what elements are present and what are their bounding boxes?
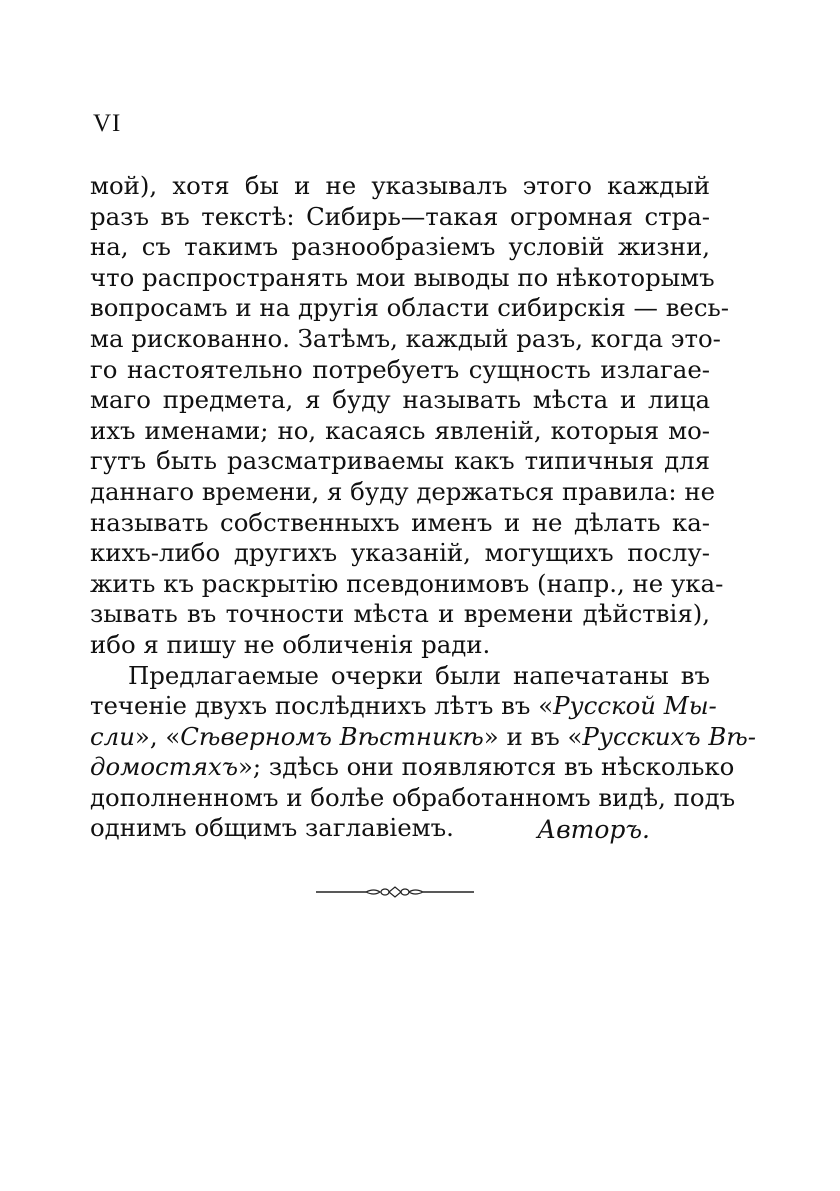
text-segment: вопросамъ и на другія области сибирскія — весь-: [90, 293, 730, 323]
text-line: [90, 293, 730, 324]
text-line: [90, 721, 757, 753]
italic-text: Русскихъ Вѣ-: [582, 721, 757, 751]
text-line: [90, 538, 710, 569]
text-line: [90, 508, 710, 539]
text-segment: что распространять мои выводы по нѣкоторымъ: [90, 262, 715, 292]
text-segment: » и въ «: [483, 721, 583, 751]
text-line: [90, 691, 717, 722]
italic-text: Сѣверномъ Вѣстникѣ: [180, 721, 484, 751]
text-segment: кихъ-либо другихъ указаній, могущихъ послу-: [90, 538, 710, 568]
text-line: [90, 323, 721, 355]
text-line: [90, 752, 735, 783]
text-segment: называть собственныхъ именъ и не дѣлать ка-: [90, 507, 710, 537]
italic-text: домостяхъ: [90, 752, 238, 782]
italic-text: сли: [90, 721, 135, 751]
text-segment: зывать въ точности мѣста и времени дѣйствія),: [90, 599, 710, 629]
text-line: [90, 661, 710, 692]
italic-text: Русской Мы-: [553, 691, 717, 721]
text-segment: дополненномъ и болѣе обработанномъ видѣ, подъ: [90, 782, 736, 812]
text-line: [90, 171, 710, 202]
text-segment: разъ въ текстѣ: Сибирь—такая огромная стра-: [90, 201, 710, 231]
text-line: [90, 202, 710, 233]
text-line: [90, 232, 710, 263]
text-line: [90, 782, 736, 814]
ornament-divider-icon: [316, 882, 474, 902]
text-line: [90, 476, 716, 508]
text-segment: го настоятельно потребуетъ сущность излагае-: [90, 354, 710, 384]
text-segment: маго предмета, я буду называть мѣста и лица: [90, 385, 710, 415]
text-segment: », «: [134, 721, 181, 751]
text-segment: гутъ быть разсматриваемы какъ типичныя для: [90, 446, 710, 476]
text-segment: однимъ общимъ заглавіемъ.: [90, 813, 454, 843]
page-number: VI: [93, 110, 122, 137]
paragraph-1: [90, 171, 730, 661]
text-segment: мой), хотя бы и не указывалъ этого каждый: [90, 171, 710, 200]
text-segment: даннаго времени, я буду держаться правила: не: [90, 476, 716, 506]
text-segment: ихъ именами; но, касаясь явленій, которыя мо-: [90, 415, 710, 445]
text-segment: на, съ такимъ разнообразіемъ условій жизни,: [90, 232, 710, 262]
text-segment: теченіе двухъ послѣднихъ лѣтъ въ «: [90, 691, 554, 721]
text-line: [90, 416, 710, 447]
text-line: [90, 630, 710, 661]
text-line: [90, 262, 715, 294]
text-line: [90, 355, 710, 386]
text-line: [90, 599, 710, 630]
text-segment: ибо я пишу не обличенія ради.: [90, 629, 491, 659]
body-text: [90, 171, 757, 844]
author-signature: Авторъ.: [537, 815, 650, 844]
text-segment: ма рискованно. Затѣмъ, каждый разъ, когда это-: [90, 323, 721, 353]
text-line: [90, 385, 710, 416]
text-line: [90, 446, 710, 477]
text-segment: Предлагаемые очерки были напечатаны въ: [128, 660, 710, 690]
text-segment: жить къ раскрытію псевдонимовъ (напр., не ука-: [90, 568, 724, 598]
text-line: [90, 568, 724, 600]
text-segment: »; здѣсь они появляются въ нѣсколько: [238, 752, 735, 782]
